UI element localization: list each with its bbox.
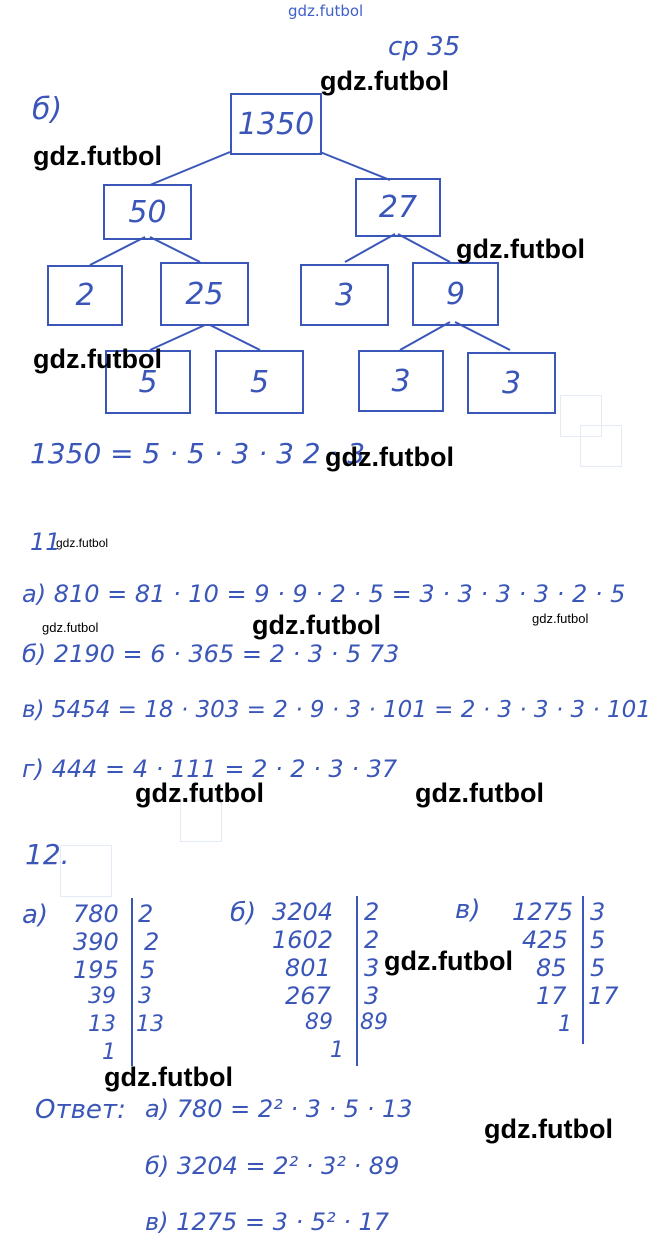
- task12-b-right: 3: [364, 954, 380, 982]
- task12-c-right: 3: [590, 898, 606, 926]
- watermark: gdz.futbol: [415, 778, 544, 808]
- watermark-small: gdz.futbol: [532, 611, 589, 626]
- task12-c-right: 17: [588, 982, 619, 1010]
- watermark: gdz.futbol: [325, 442, 454, 472]
- watermark: gdz.futbol: [33, 344, 162, 374]
- task12-a-left: 39: [88, 984, 116, 1009]
- grid-remnant: [580, 425, 622, 467]
- task12-c-label: в): [455, 895, 481, 925]
- watermark-small: gdz.futbol: [42, 620, 99, 635]
- task12-a-right: 2: [144, 928, 160, 956]
- task12-c-divider: [582, 896, 584, 1044]
- task12-c-left: 17: [536, 982, 567, 1010]
- task12-a-divider: [131, 898, 133, 1066]
- watermark: gdz.futbol: [484, 1114, 613, 1144]
- watermark-top: gdz.futbol: [288, 2, 364, 20]
- tree-result: 1350 = 5 · 5 · 3 · 3 2 · 3: [30, 437, 366, 470]
- task11-line: г) 444 = 4 · 111 = 2 · 2 · 3 · 37: [22, 755, 398, 783]
- tree-node-level3: 3: [467, 352, 556, 414]
- task12-b-left: 89: [305, 1010, 333, 1035]
- task12-a-right: 2: [138, 900, 154, 928]
- tree-node-level1: 27: [355, 178, 441, 237]
- task12-number: 12.: [25, 838, 70, 871]
- watermark: gdz.futbol: [135, 778, 264, 808]
- task12-b-divider: [356, 896, 358, 1066]
- watermark-small: gdz.futbol: [56, 536, 109, 550]
- task11-line: б) 2190 = 6 · 365 = 2 · 3 · 5 73: [22, 640, 400, 668]
- task12-b-left: 801: [285, 954, 331, 982]
- task12-b-left: 1: [330, 1038, 344, 1063]
- task12-c-left: 1275: [512, 898, 574, 926]
- task12-b-right: 89: [360, 1010, 388, 1035]
- tree-node-root: 1350: [230, 93, 322, 155]
- tree-node-level3: 5: [105, 350, 191, 414]
- task12-b-label: б): [230, 898, 257, 928]
- answer-label: Ответ:: [35, 1095, 126, 1125]
- answer-line: в) 1275 = 3 · 5² · 17: [145, 1208, 390, 1236]
- watermark: gdz.futbol: [33, 141, 162, 171]
- tree-node-level2: 2: [47, 265, 123, 326]
- task12-a-left: 1: [102, 1040, 116, 1065]
- watermark: gdz.futbol: [104, 1062, 233, 1092]
- task12-a-right: 13: [136, 1012, 164, 1037]
- task12-a-right: 3: [138, 984, 152, 1009]
- task12-a-left: 13: [88, 1012, 116, 1037]
- watermark: gdz.futbol: [252, 610, 381, 640]
- tree-node-level3: 3: [358, 350, 444, 412]
- task12-c-left: 85: [536, 954, 567, 982]
- watermark: gdz.futbol: [456, 234, 585, 264]
- task12-a-left: 780: [73, 900, 119, 928]
- task12-a-left: 390: [73, 928, 119, 956]
- tree-node-level3: 5: [215, 350, 304, 414]
- tree-node-level2: 9: [412, 262, 499, 326]
- task12-a-label: а): [22, 900, 49, 930]
- task12-a-left: 195: [73, 956, 119, 984]
- tree-node-level2: 25: [160, 262, 249, 326]
- task12-c-right: 5: [590, 926, 606, 954]
- task12-c-right: 5: [590, 954, 606, 982]
- watermark: gdz.futbol: [320, 66, 449, 96]
- task12-b-right: 2: [364, 898, 380, 926]
- task12-b-left: 1602: [272, 926, 334, 954]
- task12-b-left: 267: [285, 982, 331, 1010]
- task12-b-right: 2: [364, 926, 380, 954]
- answer-line: б) 3204 = 2² · 3² · 89: [145, 1152, 400, 1180]
- page-reference: ср 35: [388, 32, 461, 62]
- task12-b-right: 3: [364, 982, 380, 1010]
- task12-c-left: 1: [558, 1012, 572, 1037]
- task12-a-right: 5: [140, 956, 156, 984]
- task11-number: 11: [30, 528, 61, 556]
- task11-line: а) 810 = 81 · 10 = 9 · 9 · 2 · 5 = 3 · 3 · 3 · 3 · 2 · 5: [22, 580, 626, 608]
- tree-label: б): [32, 92, 63, 127]
- answer-line: а) 780 = 2² · 3 · 5 · 13: [145, 1095, 413, 1123]
- tree-node-level1: 50: [103, 184, 192, 240]
- watermark: gdz.futbol: [384, 946, 513, 976]
- task11-line: в) 5454 = 18 · 303 = 2 · 9 · 3 · 101 = 2 · 3 · 3 · 3 · 101: [22, 697, 651, 723]
- task12-b-left: 3204: [272, 898, 334, 926]
- task12-c-left: 425: [522, 926, 568, 954]
- tree-node-level2: 3: [300, 264, 389, 326]
